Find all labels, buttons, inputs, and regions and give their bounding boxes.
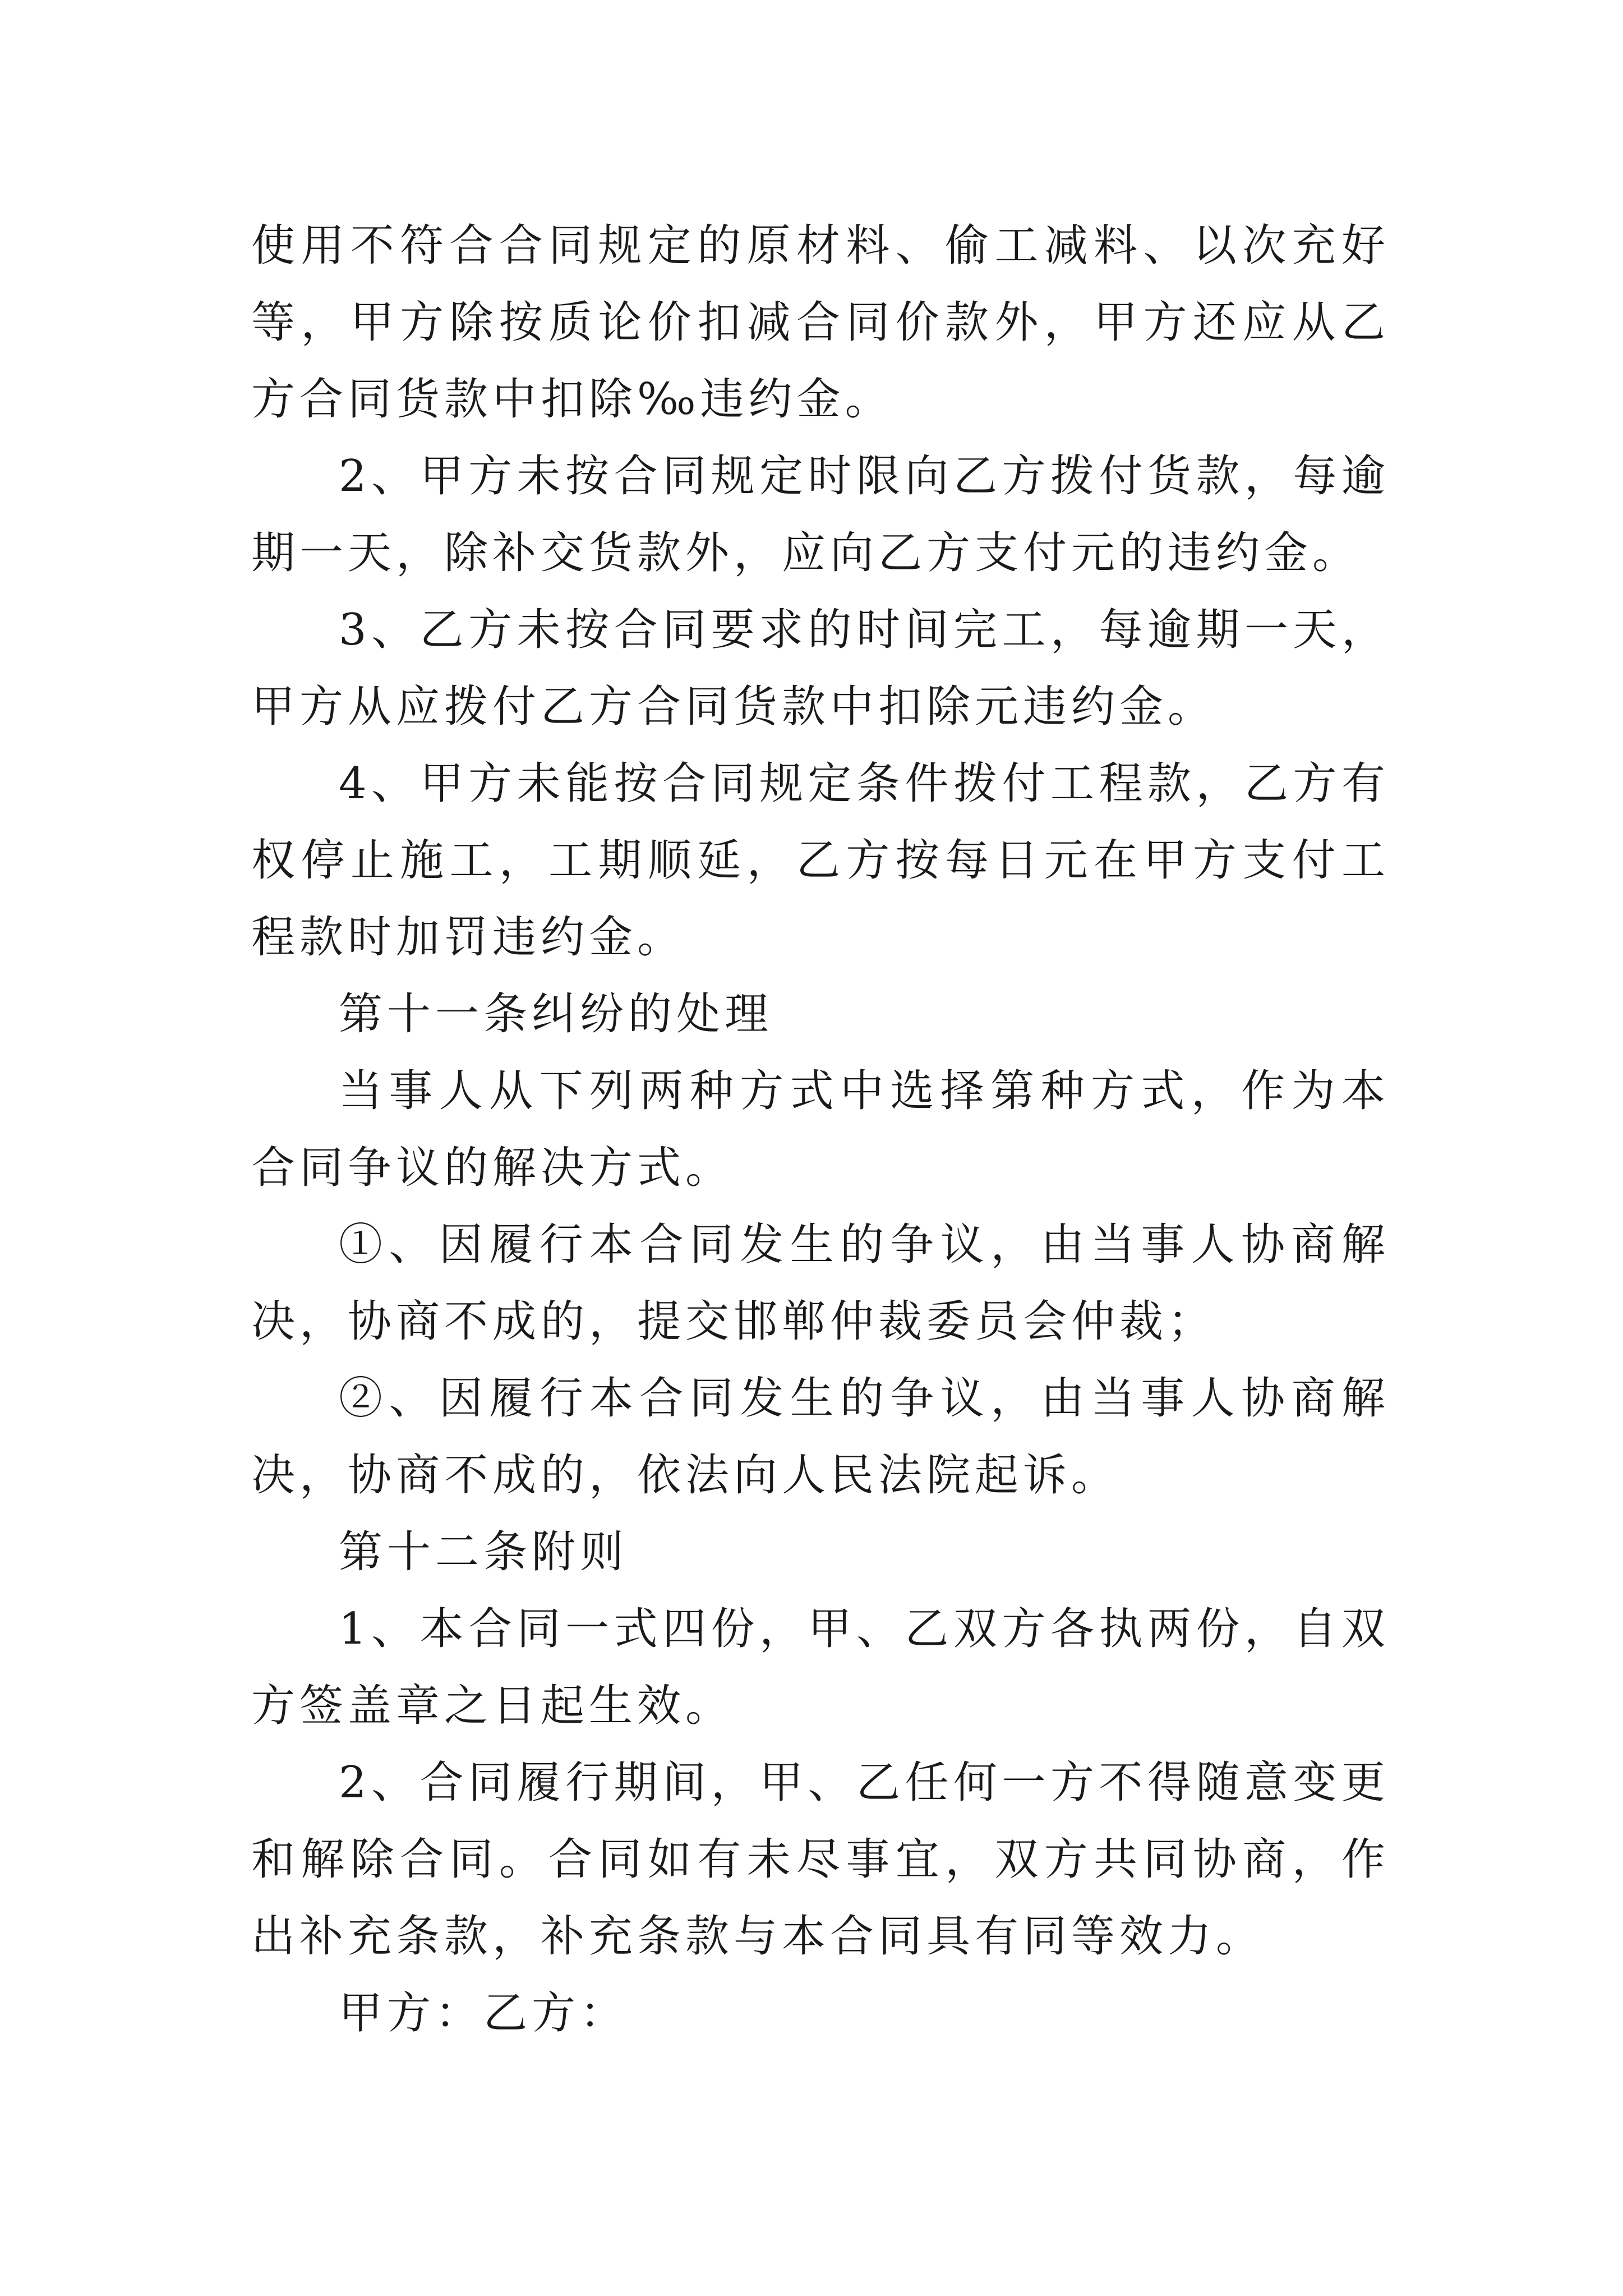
- paragraph-clause-2: 2、甲方未按合同规定时限向乙方拨付货款，每逾期一天，除补交货款外，应向乙方支付元的违约金。: [251, 451, 1390, 578]
- paragraph-clause-4: 4、甲方未能按合同规定条件拨付工程款，乙方有权停止施工，工期顺延，乙方按每日元在甲方支付工程款时加罚违约金。: [251, 758, 1390, 963]
- paragraph-copies: 1、本合同一式四份，甲、乙双方各执两份，自双方签盖章之日起生效。: [251, 1604, 1390, 1731]
- paragraph-penalty-materials: 使用不符合合同规定的原材料、偷工减料、以次充好等，甲方除按质论价扣减合同价款外，甲方还应从乙方合同货款中扣除‰违约金。: [251, 220, 1390, 425]
- section-heading-article-12: 第十二条附则: [339, 1527, 629, 1577]
- paragraph-option-litigation: ②、因履行本合同发生的争议，由当事人协商解决，协商不成的，依法向人民法院起诉。: [251, 1373, 1390, 1501]
- paragraph-amendments: 2、合同履行期间，甲、乙任何一方不得随意变更和解除合同。合同如有未尽事宜，双方共同协商，作出补充条款，补充条款与本合同具有同等效力。: [251, 1757, 1390, 1962]
- paragraph-option-arbitration: ①、因履行本合同发生的争议，由当事人协商解决，协商不成的，提交邯郸仲裁委员会仲裁；: [251, 1220, 1390, 1347]
- signature-line: 甲方：乙方：: [339, 1988, 629, 2039]
- paragraph-dispute-method: 当事人从下列两种方式中选择第种方式，作为本合同争议的解决方式。: [251, 1066, 1390, 1193]
- section-heading-article-11: 第十一条纠纷的处理: [339, 989, 773, 1039]
- paragraph-clause-3: 3、乙方未按合同要求的时间完工，每逾期一天，甲方从应拨付乙方合同货款中扣除元违约金。: [251, 605, 1390, 732]
- document-body: [251, 208, 1390, 2052]
